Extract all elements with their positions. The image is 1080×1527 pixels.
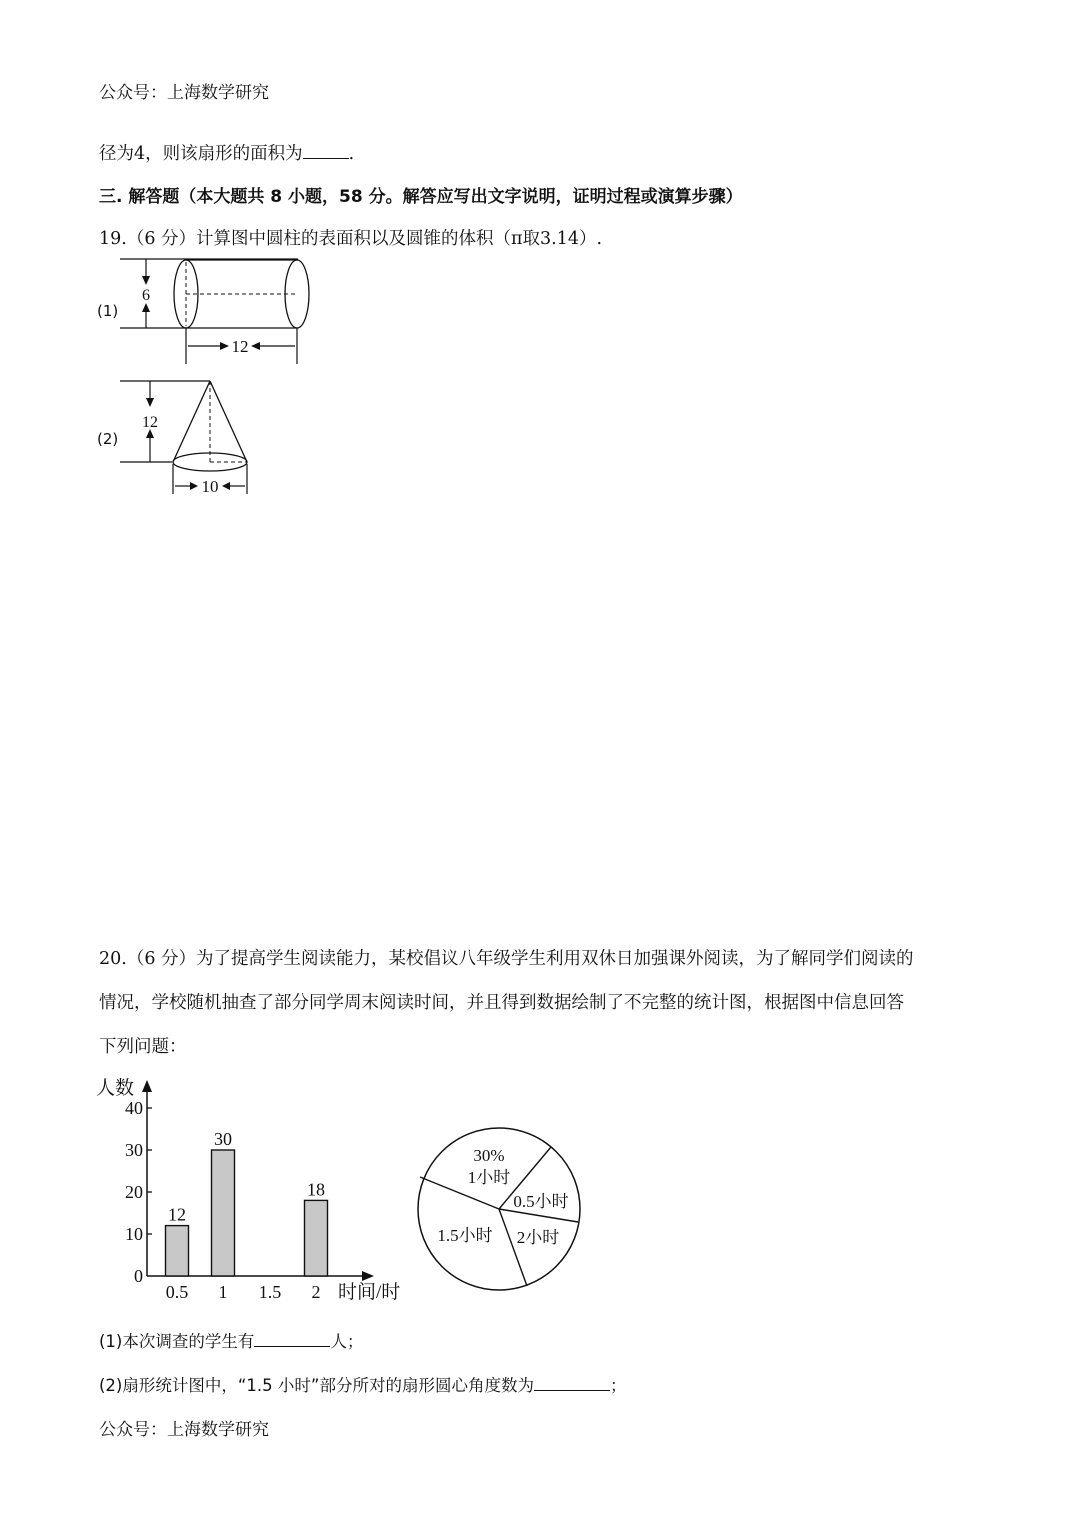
fig1-height-label: 6 [142, 287, 150, 304]
q18-tail-text: 径为4，则该扇形的面积为 [99, 144, 303, 164]
q20-sub2-text: (2)扇形统计图中，“1.5 小时”部分所对的扇形圆心角度数为 [99, 1376, 534, 1395]
y-tick-label: 20 [125, 1182, 143, 1202]
section3-title: 三. 解答题（本大题共 8 小题，58 分。解答应写出文字说明，证明过程或演算步骤） [99, 187, 743, 207]
q19-title: 19.（6 分）计算图中圆柱的表面积以及圆锥的体积（π取3.14）. [99, 229, 603, 249]
bar-value-label: 12 [168, 1204, 186, 1225]
q20-line3: 下列问题： [99, 1037, 187, 1057]
q20-line2: 情况，学校随机抽查了部分同学周末阅读时间，并且得到数据绘制了不完整的统计图，根据图中信息回答 [99, 993, 904, 1013]
fig2-height-label: 12 [142, 414, 158, 431]
x-tick-label: 1 [218, 1282, 228, 1302]
x-tick-label: 0.5 [165, 1282, 189, 1302]
q20-line1: 20.（6 分）为了提高学生阅读能力，某校倡议八年级学生利用双休日加强课外阅读，为了解同学们阅读的 [99, 949, 914, 969]
bar [212, 1150, 235, 1276]
bar-value-label: 18 [307, 1179, 325, 1200]
x-axis-arrow [362, 1271, 374, 1281]
y-axis-label: 人数 [96, 1078, 135, 1099]
y-tick-label: 40 [125, 1098, 143, 1118]
y-axis-arrow [142, 1080, 152, 1092]
q18-answer-blank [303, 140, 349, 159]
pie-chart [405, 1115, 595, 1305]
bar [305, 1200, 328, 1276]
pie-slice-1-label: 1小时 [467, 1168, 511, 1187]
fig1-label: (1) [97, 302, 119, 320]
pie-divider-3 [499, 1209, 527, 1286]
pie-slice-1-percent: 30% [473, 1146, 505, 1165]
x-tick-label: 2 [311, 1282, 321, 1302]
fig2-label: (2) [97, 430, 119, 448]
fig2-diameter-label: 10 [201, 477, 219, 496]
q18-tail-end: . [348, 144, 355, 164]
q20-sub1 [99, 1328, 363, 1352]
bar-chart [90, 1070, 420, 1310]
pie-slice-3-label: 2小时 [516, 1228, 560, 1247]
q20-sub1-text: (1)本次调查的学生有 [99, 1332, 255, 1351]
q20-sub1-end: 人； [330, 1332, 364, 1351]
cylinder-figure [110, 252, 330, 372]
q20-sub1-blank [254, 1328, 330, 1347]
y-tick-label: 10 [125, 1224, 143, 1244]
q18-tail [99, 140, 354, 165]
pie-slice-2-label: 0.5小时 [513, 1192, 569, 1211]
x-tick-label: 1.5 [258, 1282, 282, 1302]
y-tick-label: 0 [134, 1266, 143, 1286]
cone-figure [110, 372, 260, 500]
x-axis-label: 时间/时 [338, 1282, 401, 1303]
bar-value-label: 30 [214, 1129, 232, 1149]
footer-label: 公众号：上海数学研究 [99, 1420, 269, 1440]
pie-slice-4-label: 1.5小时 [437, 1226, 493, 1245]
y-tick-label: 30 [125, 1140, 143, 1160]
q20-sub2 [99, 1372, 626, 1396]
header-label: 公众号：上海数学研究 [99, 83, 269, 103]
q20-sub2-blank [534, 1372, 610, 1391]
bar [166, 1226, 189, 1276]
q20-sub2-end: ； [609, 1376, 627, 1395]
fig1-length-label: 12 [231, 337, 249, 356]
